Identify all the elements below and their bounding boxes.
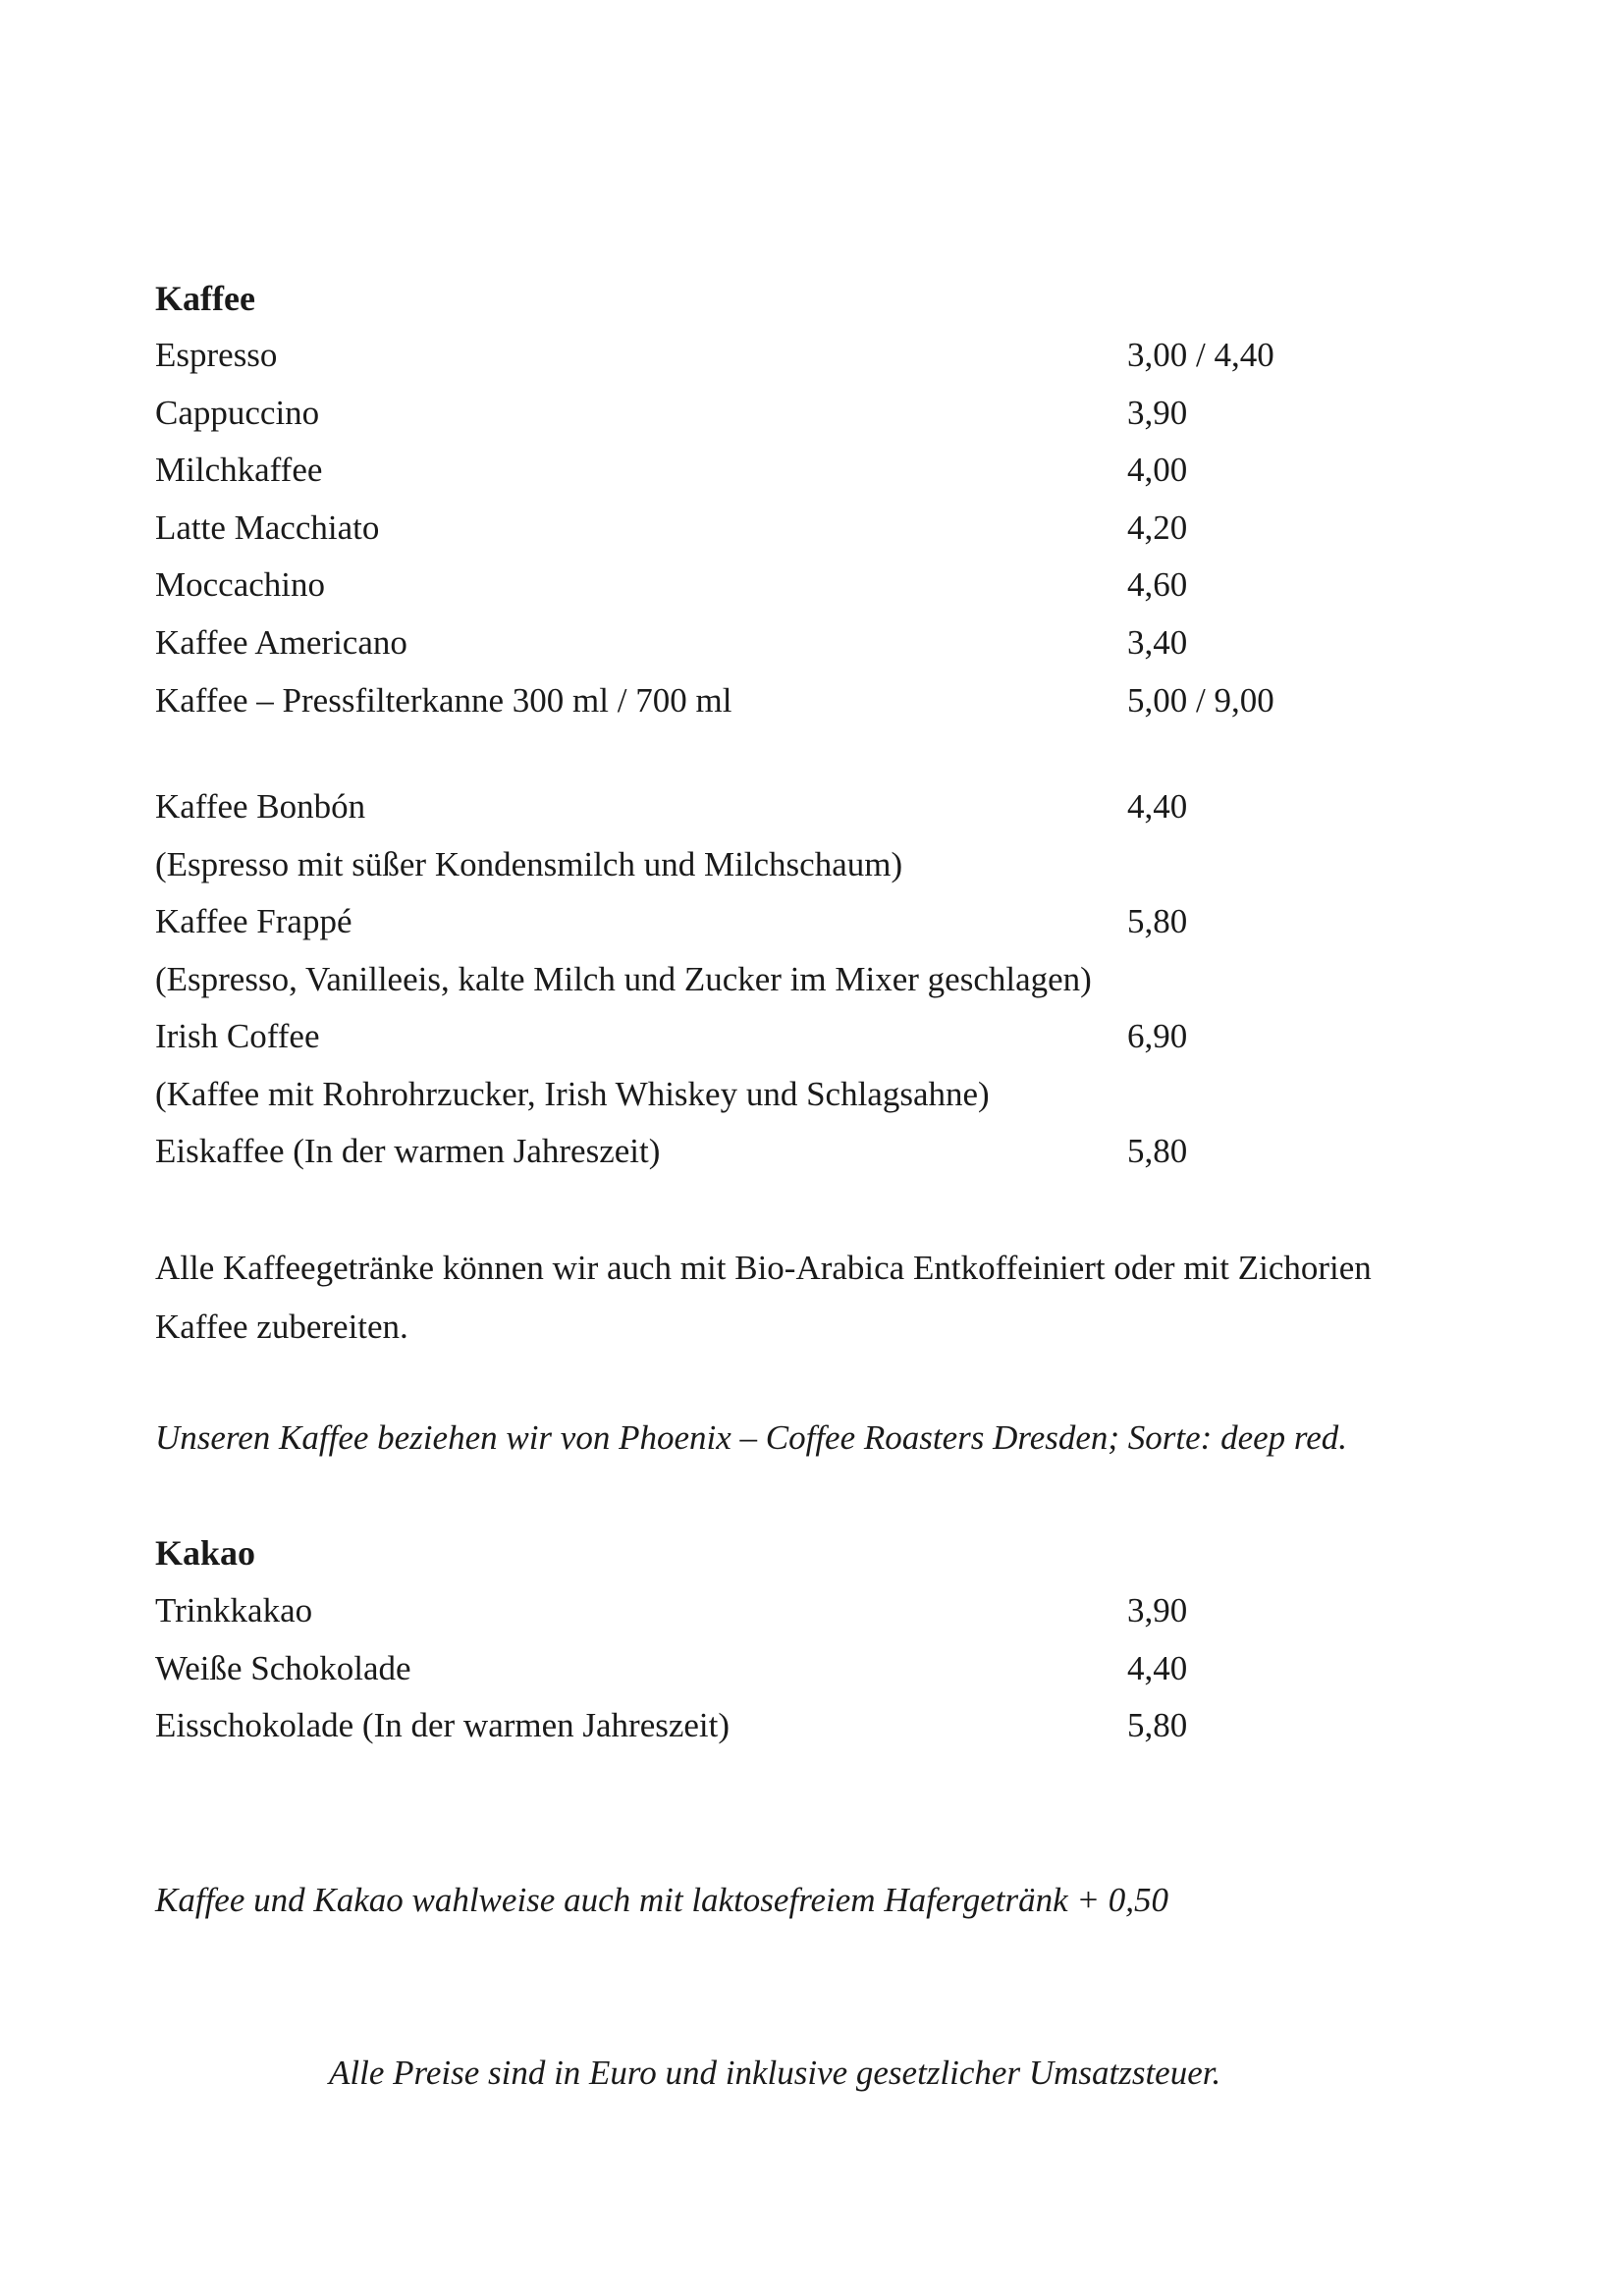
menu-item-pressfilterkanne bbox=[155, 677, 1333, 724]
item-description: (Espresso, Vanilleeis, kalte Milch und Zucker im Mixer geschlagen) bbox=[155, 960, 1092, 998]
item-price: 3,00 / 4,40 bbox=[1127, 336, 1274, 374]
item-price: 4,60 bbox=[1127, 565, 1188, 604]
item-price: 4,00 bbox=[1127, 451, 1188, 489]
menu-item-latte-macchiato bbox=[155, 505, 1333, 552]
item-name: Cappuccino bbox=[155, 394, 320, 432]
item-description: (Kaffee mit Rohrohrzucker, Irish Whiskey und Schlagsahne) bbox=[155, 1075, 990, 1113]
menu-item-kaffee-frappe bbox=[155, 898, 1333, 945]
menu-item-espresso bbox=[155, 332, 1333, 379]
price-footnote: Alle Preise sind in Euro und inklusive gesetzlicher Umsatzsteuer. bbox=[329, 2054, 1221, 2092]
decaf-note: Alle Kaffeegetränke können wir auch mit Bio-Arabica Entkoffeiniert oder mit Zichorien Kaffee zubereiten. bbox=[155, 1249, 1372, 1346]
item-name: Irish Coffee bbox=[155, 1017, 320, 1055]
item-name: Weiße Schokolade bbox=[155, 1649, 411, 1687]
item-price: 3,90 bbox=[1127, 394, 1188, 432]
menu-item-kaffee-bonbon bbox=[155, 783, 1333, 830]
menu-item-weisse-schokolade bbox=[155, 1645, 1333, 1692]
item-name: Eisschokolade (In der warmen Jahreszeit) bbox=[155, 1706, 731, 1744]
item-price: 5,80 bbox=[1127, 1706, 1188, 1744]
menu-item-cappuccino bbox=[155, 390, 1333, 437]
menu-item-trinkkakao bbox=[155, 1587, 1333, 1634]
item-price: 5,00 / 9,00 bbox=[1127, 681, 1274, 720]
item-name: Kaffee Americano bbox=[155, 623, 407, 662]
item-price: 3,40 bbox=[1127, 623, 1188, 662]
item-name: Espresso bbox=[155, 336, 278, 374]
menu-item-irish-coffee bbox=[155, 1013, 1333, 1060]
menu-item-eiskaffee bbox=[155, 1128, 1333, 1175]
item-name: Latte Macchiato bbox=[155, 508, 380, 547]
oat-drink-note: Kaffee und Kakao wahlweise auch mit laktosefreiem Hafergetränk + 0,50 bbox=[155, 1881, 1168, 1919]
menu-item-eisschokolade bbox=[155, 1702, 1333, 1749]
item-name: Eiskaffee (In der warmen Jahreszeit) bbox=[155, 1132, 661, 1170]
item-price: 5,80 bbox=[1127, 902, 1188, 940]
item-price: 3,90 bbox=[1127, 1591, 1188, 1629]
item-name: Moccachino bbox=[155, 565, 325, 604]
menu-item-milchkaffee bbox=[155, 447, 1333, 494]
item-price: 6,90 bbox=[1127, 1017, 1188, 1055]
item-name: Milchkaffee bbox=[155, 451, 323, 489]
kaffee-heading: Kaffee bbox=[155, 279, 255, 318]
kakao-heading: Kakao bbox=[155, 1533, 256, 1573]
item-price: 4,20 bbox=[1127, 508, 1188, 547]
item-price: 4,40 bbox=[1127, 787, 1188, 826]
menu-item-moccachino bbox=[155, 561, 1333, 609]
item-description: (Espresso mit süßer Kondensmilch und Milchschaum) bbox=[155, 845, 903, 883]
item-name: Kaffee Frappé bbox=[155, 902, 352, 940]
menu-item-kaffee-americano bbox=[155, 619, 1333, 667]
item-name: Trinkkakao bbox=[155, 1591, 313, 1629]
item-price: 5,80 bbox=[1127, 1132, 1188, 1170]
item-name: Kaffee Bonbón bbox=[155, 787, 366, 826]
item-price: 4,40 bbox=[1127, 1649, 1188, 1687]
coffee-source-note: Unseren Kaffee beziehen wir von Phoenix – Coffee Roasters Dresden; Sorte: deep red. bbox=[155, 1418, 1348, 1457]
item-name: Kaffee – Pressfilterkanne 300 ml / 700 ml bbox=[155, 681, 732, 720]
